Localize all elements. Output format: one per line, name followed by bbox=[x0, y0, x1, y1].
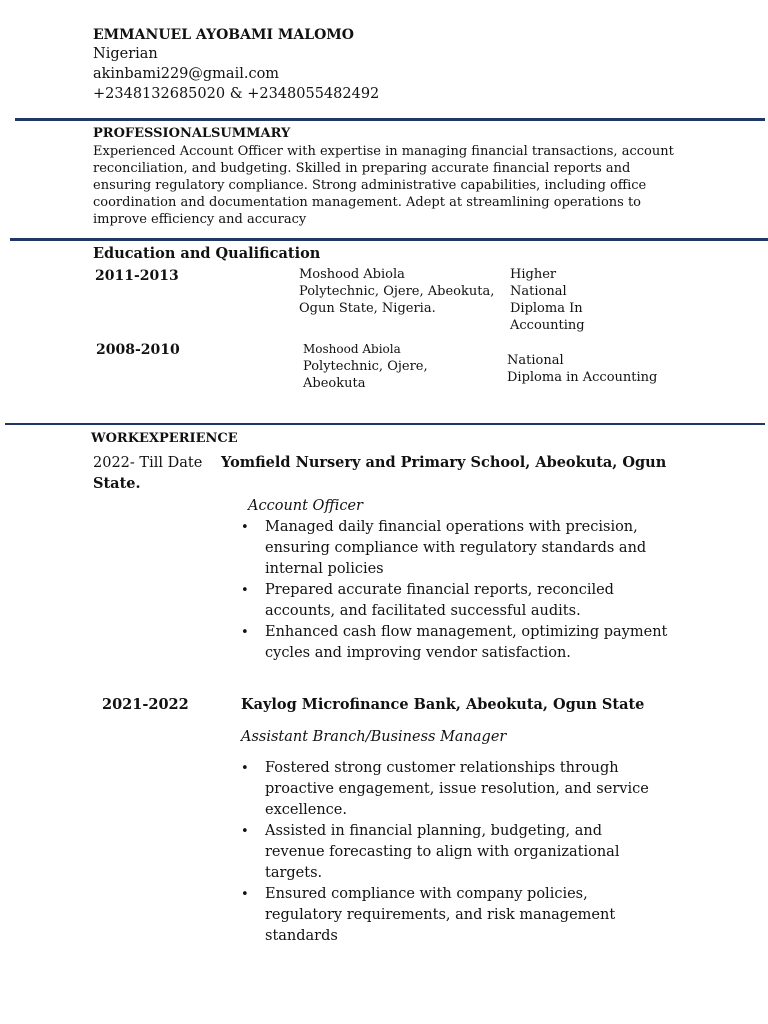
institution-line: Ogun State, Nigeria. bbox=[299, 301, 436, 316]
list-item: • Managed daily financial operations with precision, ensuring compliance with regulatory standards and internal policies bbox=[241, 517, 681, 580]
job-responsibilities bbox=[241, 758, 666, 947]
summary-line: ensuring regulatory compliance. Strong administrative capabilities, including office bbox=[93, 178, 647, 193]
summary-line: Experienced Account Officer with expertise in managing financial transactions, account bbox=[93, 144, 674, 159]
job-employer-cont: State. bbox=[93, 475, 141, 492]
candidate-name: EMMANUEL AYOBAMI MALOMO bbox=[93, 27, 354, 43]
summary-title: PROFESSIONALSUMMARY bbox=[93, 126, 291, 141]
education-qualification bbox=[507, 352, 657, 386]
institution-line: Polytechnic, Ojere, bbox=[303, 359, 428, 374]
summary-line: coordination and documentation management. Adept at streamlining operations to bbox=[93, 195, 642, 210]
summary-text bbox=[93, 143, 674, 228]
list-item: • Prepared accurate financial reports, reconciled accounts, and facilitated successful audits. bbox=[241, 580, 681, 622]
qualification-line: National bbox=[510, 284, 567, 299]
education-institution bbox=[303, 341, 428, 392]
job-responsibilities bbox=[241, 517, 681, 664]
email-address: akinbami229@gmail.com bbox=[93, 66, 280, 82]
job-years: 2021-2022 bbox=[102, 696, 189, 713]
list-item: • Enhanced cash flow management, optimizing payment cycles and improving vendor satisfaction. bbox=[241, 622, 681, 664]
summary-line: reconciliation, and budgeting. Skilled in preparing accurate financial reports and bbox=[93, 161, 631, 176]
job-employer: Yomfield Nursery and Primary School, Abeokuta, Ogun bbox=[221, 454, 667, 471]
education-years: 2011-2013 bbox=[95, 268, 179, 284]
nationality: Nigerian bbox=[93, 46, 158, 62]
qualification-line: Diploma in Accounting bbox=[507, 370, 658, 385]
education-title: Education and Qualification bbox=[93, 245, 321, 262]
education-qualification bbox=[510, 266, 585, 334]
experience-title: WORKEXPERIENCE bbox=[91, 431, 238, 446]
education-years: 2008-2010 bbox=[96, 342, 180, 358]
job-role: Assistant Branch/Business Manager bbox=[241, 729, 507, 745]
institution-line: Moshood Abiola bbox=[303, 342, 401, 356]
section-divider bbox=[15, 118, 765, 121]
qualification-line: Higher bbox=[510, 267, 557, 282]
job-employer: Kaylog Microfinance Bank, Abeokuta, Ogun State bbox=[241, 696, 645, 713]
summary-line: improve efficiency and accuracy bbox=[93, 212, 307, 227]
job-years: 2022- Till Date bbox=[93, 455, 203, 471]
phone-numbers: +2348132685020 & +2348055482492 bbox=[93, 86, 380, 102]
education-institution bbox=[299, 266, 494, 317]
institution-line: Abeokuta bbox=[303, 376, 366, 391]
institution-line: Moshood Abiola bbox=[299, 267, 405, 282]
job-role: Account Officer bbox=[248, 498, 363, 514]
list-item: • Fostered strong customer relationships through proactive engagement, issue resolution, and service excellence. bbox=[241, 758, 666, 821]
qualification-line: Diploma In bbox=[510, 301, 583, 316]
list-item: • Ensured compliance with company policies, regulatory requirements, and risk management standards bbox=[241, 884, 666, 947]
qualification-line: National bbox=[507, 353, 564, 368]
qualification-line: Accounting bbox=[510, 318, 585, 333]
institution-line: Polytechnic, Ojere, Abeokuta, bbox=[299, 284, 495, 299]
section-divider bbox=[5, 423, 765, 425]
section-divider bbox=[10, 238, 768, 241]
list-item: • Assisted in financial planning, budgeting, and revenue forecasting to align with organizational targets. bbox=[241, 821, 666, 884]
